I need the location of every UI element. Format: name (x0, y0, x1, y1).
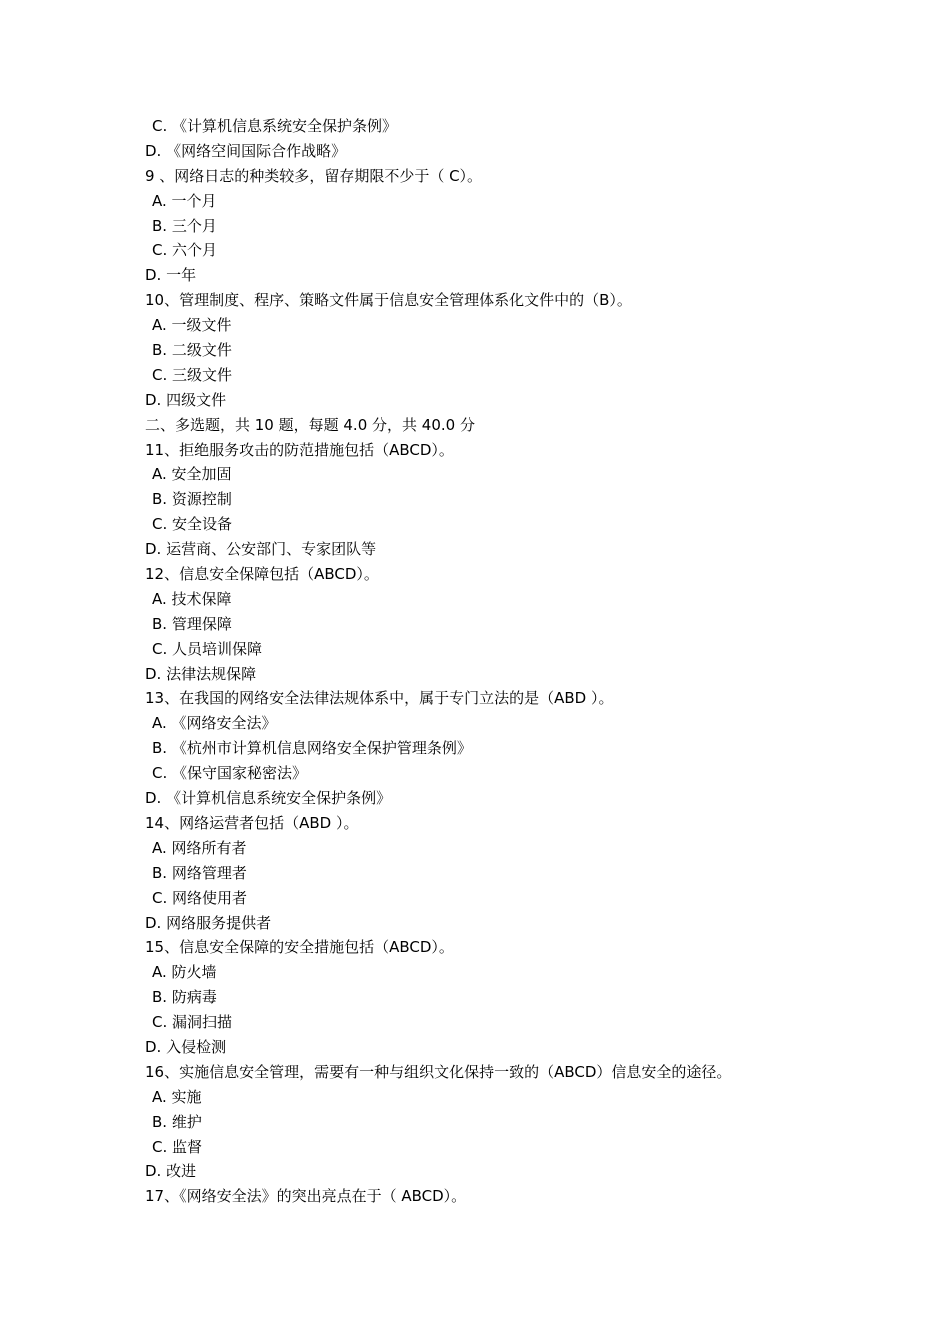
answer-option: A. 防火墙 (152, 963, 217, 982)
question-text: 16、实施信息安全管理，需要有一种与组织文化保持一致的（ABCD）信息安全的途径。 (145, 1062, 732, 1081)
question-text: 11、拒绝服务攻击的防范措施包括（ABCD）。 (145, 440, 454, 459)
question-text: 17、《网络安全法》的突出亮点在于（ ABCD）。 (145, 1187, 467, 1206)
question-text: 9 、网络日志的种类较多，留存期限不少于（ C）。 (145, 166, 483, 185)
answer-option: C. 《保守国家秘密法》 (152, 764, 308, 783)
answer-option: B. 三个月 (152, 216, 217, 235)
answer-option: D. 一年 (145, 266, 197, 285)
answer-option: A. 网络所有者 (152, 838, 247, 857)
question-text: 13、在我国的网络安全法律法规体系中，属于专门立法的是（ABD ）。 (145, 689, 614, 708)
document-page (0, 114, 950, 1209)
question-list (0, 114, 950, 1209)
answer-option: A. 《网络安全法》 (152, 714, 277, 733)
answer-option: C. 安全设备 (152, 515, 233, 534)
answer-option: D. 入侵检测 (145, 1037, 227, 1056)
question-text: 14、网络运营者包括（ABD ）。 (145, 813, 359, 832)
answer-option: B. 维护 (152, 1112, 202, 1131)
answer-option: C. 六个月 (152, 241, 218, 260)
answer-option: B. 《杭州市计算机信息网络安全保护管理条例》 (152, 739, 472, 758)
answer-option: D. 法律法规保障 (145, 664, 257, 683)
answer-option: B. 防病毒 (152, 988, 217, 1007)
answer-option: C. 网络使用者 (152, 888, 248, 907)
question-text: 10、管理制度、程序、策略文件属于信息安全管理体系化文件中的（B）。 (145, 291, 632, 310)
answer-option: D. 运营商、公安部门、专家团队等 (145, 540, 377, 559)
answer-option: C. 人员培训保障 (152, 639, 263, 658)
answer-option: B. 网络管理者 (152, 863, 247, 882)
answer-option: A. 一个月 (152, 191, 217, 210)
section-heading: 二、多选题，共 10 题，每题 4.0 分，共 40.0 分 (145, 415, 475, 434)
question-text: 12、信息安全保障包括（ABCD）。 (145, 565, 379, 584)
answer-option: A. 技术保障 (152, 589, 232, 608)
answer-option: D. 改进 (145, 1162, 197, 1181)
answer-option: A. 一级文件 (152, 316, 232, 335)
answer-option: B. 资源控制 (152, 490, 232, 509)
answer-option: C. 三级文件 (152, 365, 233, 384)
answer-option: D. 网络服务提供者 (145, 913, 272, 932)
question-text: 15、信息安全保障的安全措施包括（ABCD）。 (145, 938, 454, 957)
answer-option: D. 四级文件 (145, 390, 227, 409)
answer-option: C. 《计算机信息系统安全保护条例》 (152, 117, 398, 135)
answer-option: C. 漏洞扫描 (152, 1013, 233, 1032)
answer-option: B. 管理保障 (152, 614, 232, 633)
answer-option: A. 安全加固 (152, 465, 232, 484)
answer-option: D. 《计算机信息系统安全保护条例》 (145, 789, 392, 808)
answer-option: D. 《网络空间国际合作战略》 (145, 141, 347, 160)
answer-option: C. 监督 (152, 1137, 203, 1156)
answer-option: A. 实施 (152, 1087, 202, 1106)
answer-option: B. 二级文件 (152, 341, 232, 360)
